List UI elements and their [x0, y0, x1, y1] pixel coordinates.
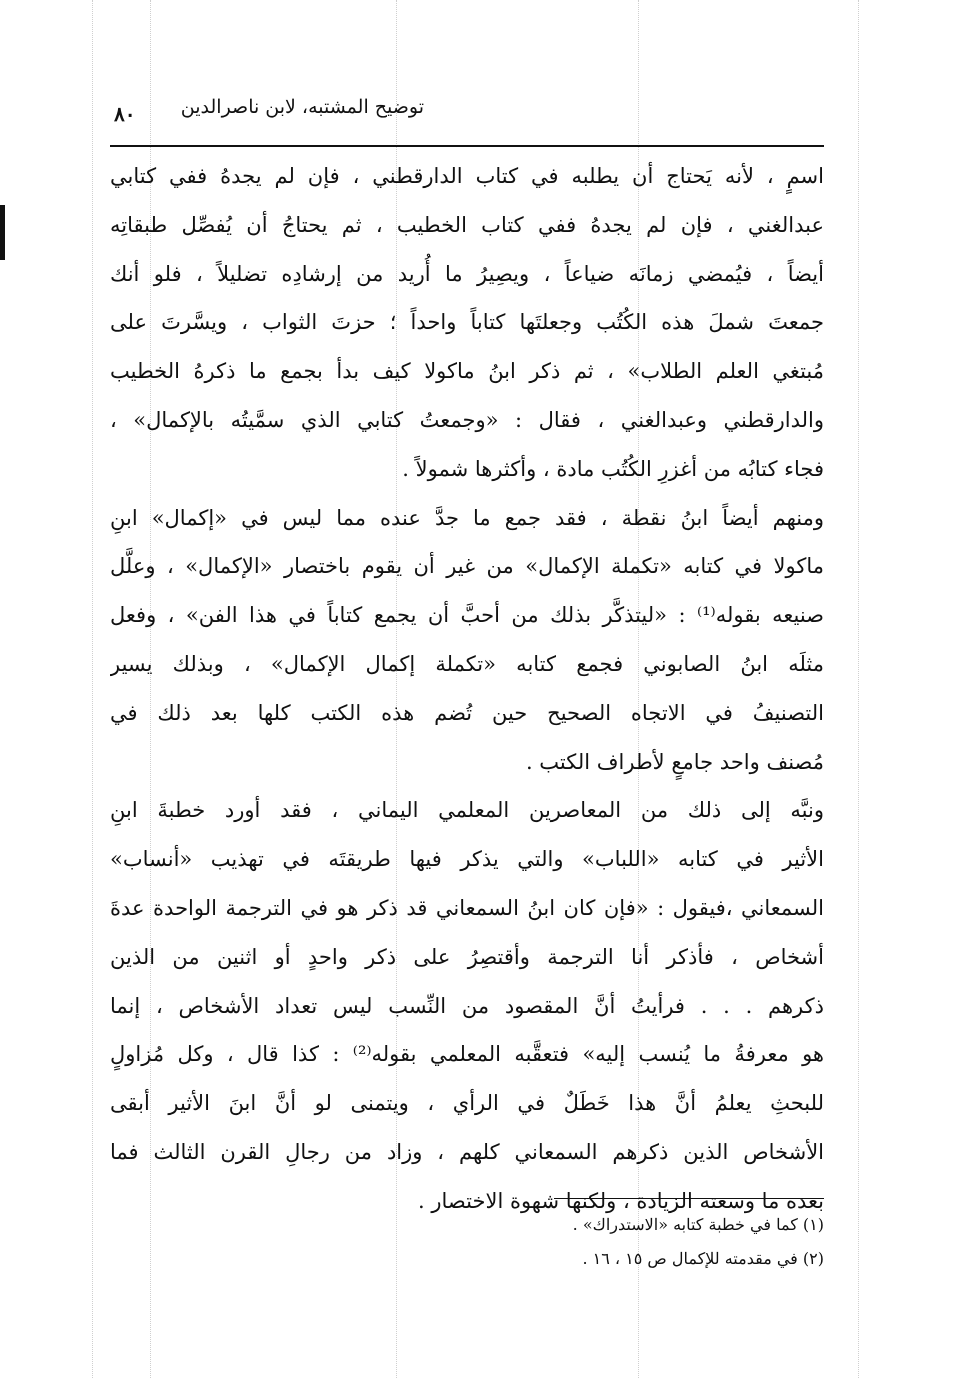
text-line: جمعتَ شملَ هذه الكُتُب وجعلتَها كتاباً واحداً ؛ حزتَ الثواب ، ويسَّرتَ على [110, 310, 824, 335]
text-line: عبدالغني ، فإن لم يجدهُ ففي كتاب الخطيب ، ثم يحتاجُ أن يُفصِّل طبقاتِه [110, 212, 824, 237]
text-line: التصنيفُ في الاتجاه الصحيح حين تُضم هذه الكتب كلها بعد ذلك في [110, 700, 824, 725]
text-line: للبحثِ يعلمُ أنَّ هذا خَطَلٌ في الرأي ، ويتمنى لو أنَّ ابنَ الأثير أبقى [110, 1091, 824, 1116]
running-title: توضيح المشتبه، لابن ناصرالدين [180, 96, 424, 118]
footnotes [324, 1208, 824, 1276]
text-line: الأثير في كتابه «اللباب» والتي يذكر فيها طريقتَه في تهذيب «أنساب» [110, 847, 824, 872]
text-line: ونبَّه إلى ذلك من المعاصرين المعلمي اليماني ، فقد أورد خطبةَ ابنِ [110, 798, 824, 823]
header-rule [110, 145, 824, 147]
text-line: فجاء كتابُه من أغزرِ الكُتُب مادة ، وأكثرها شمولاً . [402, 456, 824, 481]
text-line: والدارقطني وعبدالغني ، فقال : «وجمعتُ كتابي الذي سمَّيتُه بالإكمال» ، [110, 407, 824, 432]
text-line: مُصنف واحد جامعٍ لأطراف الكتب . [525, 749, 824, 774]
gutter-dotted-line [858, 0, 859, 1378]
text-line: مُبتغي العلم الطلاب» ، ثم ذكر ابنُ ماكولا كيف بدأ بجمع ما ذكرهُ الخطيب [110, 359, 824, 384]
text-line: الأشخاص الذين ذكرهم السمعاني كلهم ، وزاد من رجالِ القرن الثالث فما [110, 1139, 824, 1164]
text-line: بعده ما وسعته الزيادة ، ولكنها شهوة الاختصار . [418, 1188, 824, 1213]
text-line: ومنهم أيضاً ابنُ نقطة ، فقد جمع ما جدَّ عنده مما ليس في «إكمال» ابنِ [110, 505, 824, 530]
text-line: السمعاني ،فيقول : «فإن كان ابنُ السمعاني قد ذكر هو في الترجمة الواحدة عدةَ [110, 895, 824, 920]
page-header [112, 92, 824, 136]
text-line: ذكرهم . . . فرأيتُ أنَّ المقصود من النِّسب ليس تعداد الأشخاص ، إنما [110, 993, 824, 1018]
scan-edge-mark [0, 205, 5, 260]
text-line: مثلَه ابنُ الصابوني فجمع كتابه «تكملة إكمال الإكمال» ، وبذلك يسير [110, 651, 824, 676]
text-line: صنيعه بقوله⁽¹⁾ : «ليتذكَّر بذلك من أحبَّ أن يجمع كتاباً في هذا الفن» ، وفعل [110, 603, 824, 628]
text-line: ماكولا في كتابه «تكملة الإكمال» من غير أن يقوم باختصار «الإكمال» ، وعلَّل [110, 554, 824, 579]
footnote-2: (٢) في مقدمته للإكمال ص ١٥ ، ١٦ . [582, 1249, 824, 1268]
text-line: أشخاص ، فأذكر أنا الترجمة وأقتصِرُ على ذكر واحدٍ أو اثنين من الذين [110, 944, 824, 969]
footnote-rule [554, 1198, 824, 1199]
footnote-1: (١) كما في خطبة كتابه «الاستدراك» . [572, 1215, 824, 1234]
gutter-dotted-line [92, 0, 93, 1378]
text-line: أيضاً ، فيُمضي زمانَه ضياعاً ، ويصِيرُ ما أُريد من إرشادِه تضليلاً ، فلو أنك [110, 261, 824, 286]
body-text [110, 152, 824, 1226]
text-line: هو معرفةُ ما يُنسب إليه» فتعقَّبه المعلمي بقوله⁽²⁾ : كذا قال ، وكل مُزاولٍ [110, 1042, 824, 1067]
text-line: اسمٍ ، لأنه يَحتاج أن يطلبه في كتاب الدارقطني ، فإن لم يجدهُ ففي كتابي [110, 164, 824, 188]
page-number: ٨٠ [114, 102, 136, 126]
